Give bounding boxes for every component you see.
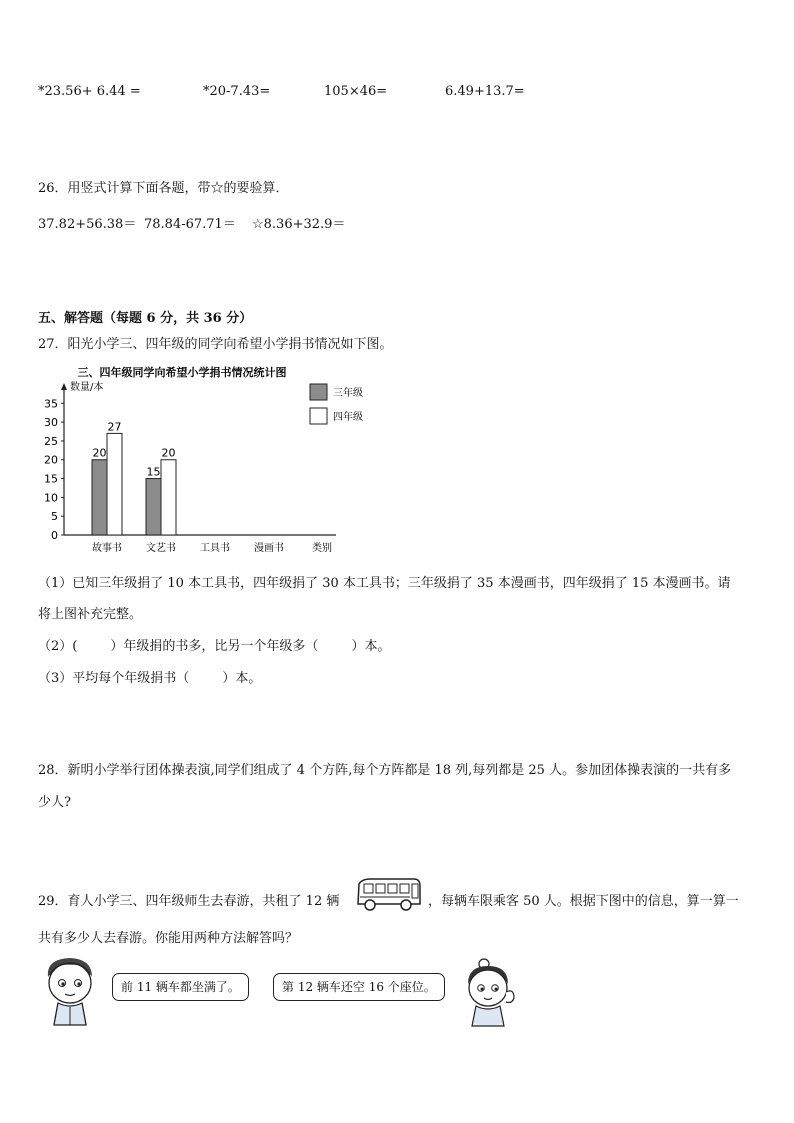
q26-item-2: 78.84-67.71＝ bbox=[144, 217, 236, 232]
y-tick-label: 10 bbox=[44, 491, 58, 505]
y-tick-label: 15 bbox=[44, 472, 58, 486]
y-tick-label: 20 bbox=[44, 453, 58, 467]
q29-line2: 共有多少人去春游。你能用两种方法解答吗？ bbox=[38, 931, 299, 946]
x-tick-label: 文艺书 bbox=[146, 543, 176, 554]
y-tick-label: 30 bbox=[44, 416, 58, 430]
girl-illustration bbox=[460, 958, 522, 1028]
bar-value-label: 20 bbox=[92, 446, 107, 460]
q29-line1-b: ，每辆车限乘客 50 人。根据下图中的信息，算一算一 bbox=[428, 894, 739, 909]
q28-line2: 少人? bbox=[38, 795, 71, 810]
legend-label: 三年级 bbox=[333, 388, 363, 399]
q27-sub2: （2）( ）年级捐的书多，比另一个年级多（ ）本。 bbox=[38, 639, 391, 654]
bar-value-label: 15 bbox=[146, 465, 161, 479]
calc-item-2: *20-7.43= bbox=[203, 84, 271, 99]
q26-item-3: ☆8.36+32.9＝ bbox=[252, 217, 346, 232]
x-tick-label: 漫画书 bbox=[254, 543, 284, 554]
calc-item-3: 105×46= bbox=[324, 84, 388, 99]
y-axis-label: 数量/本 bbox=[70, 382, 104, 393]
q27-sub1-line2: 将上图补充完整。 bbox=[38, 607, 143, 622]
q29-line1-a: 29．育人小学三、四年级师生去春游，共租了 12 辆 bbox=[38, 894, 340, 909]
chart-title: 三、四年级同学向希望小学捐书情况统计图 bbox=[77, 366, 287, 379]
bar bbox=[161, 460, 176, 535]
legend-label: 四年级 bbox=[333, 412, 363, 423]
bar-value-label: 20 bbox=[161, 446, 176, 460]
x-axis-label: 类别 bbox=[312, 543, 332, 554]
y-tick-label: 5 bbox=[51, 510, 58, 524]
q27-sub3: （3）平均每个年级捐书（ ）本。 bbox=[38, 671, 262, 686]
q27-sub1-line1: （1）已知三年级捐了 10 本工具书，四年级捐了 30 本工具书；三年级捐了 35 本漫画书，四年级捐了 15 本漫画书。请 bbox=[38, 576, 731, 591]
calc-item-4: 6.49+13.7= bbox=[445, 84, 525, 99]
x-tick-label: 工具书 bbox=[200, 543, 230, 554]
bar-chart bbox=[32, 362, 382, 558]
legend-swatch bbox=[310, 408, 327, 424]
q28-line1: 28．新明小学举行团体操表演,同学们组成了 4 个方阵,每个方阵都是 18 列,每列都是 25 人。参加团体操表演的一共有多 bbox=[38, 763, 732, 778]
x-tick-label: 故事书 bbox=[92, 543, 122, 554]
bus-icon bbox=[354, 876, 424, 914]
bar-value-label: 27 bbox=[107, 420, 122, 434]
calc-item-1: *23.56+ 6.44 = bbox=[38, 84, 141, 99]
speech-bubble-left: 前 11 辆车都坐满了。 bbox=[112, 973, 249, 1001]
y-tick-label: 0 bbox=[51, 529, 58, 542]
bar bbox=[92, 460, 107, 535]
y-tick-label: 25 bbox=[44, 434, 58, 448]
y-tick-label: 35 bbox=[44, 397, 58, 411]
bar bbox=[146, 479, 161, 535]
y-axis-arrow bbox=[61, 383, 67, 390]
boy-illustration bbox=[40, 955, 104, 1027]
speech-bubble-right: 第 12 辆车还空 16 个座位。 bbox=[273, 973, 445, 1001]
q27-title: 27．阳光小学三、四年级的同学向希望小学捐书情况如下图。 bbox=[38, 337, 393, 352]
legend-swatch bbox=[310, 384, 327, 400]
q26-title: 26．用竖式计算下面各题，带☆的要验算． bbox=[38, 181, 289, 196]
q26-item-1: 37.82+56.38＝ bbox=[38, 217, 137, 232]
section5-title: 五、解答题（每题 6 分，共 36 分） bbox=[38, 311, 253, 326]
bar bbox=[107, 433, 122, 535]
